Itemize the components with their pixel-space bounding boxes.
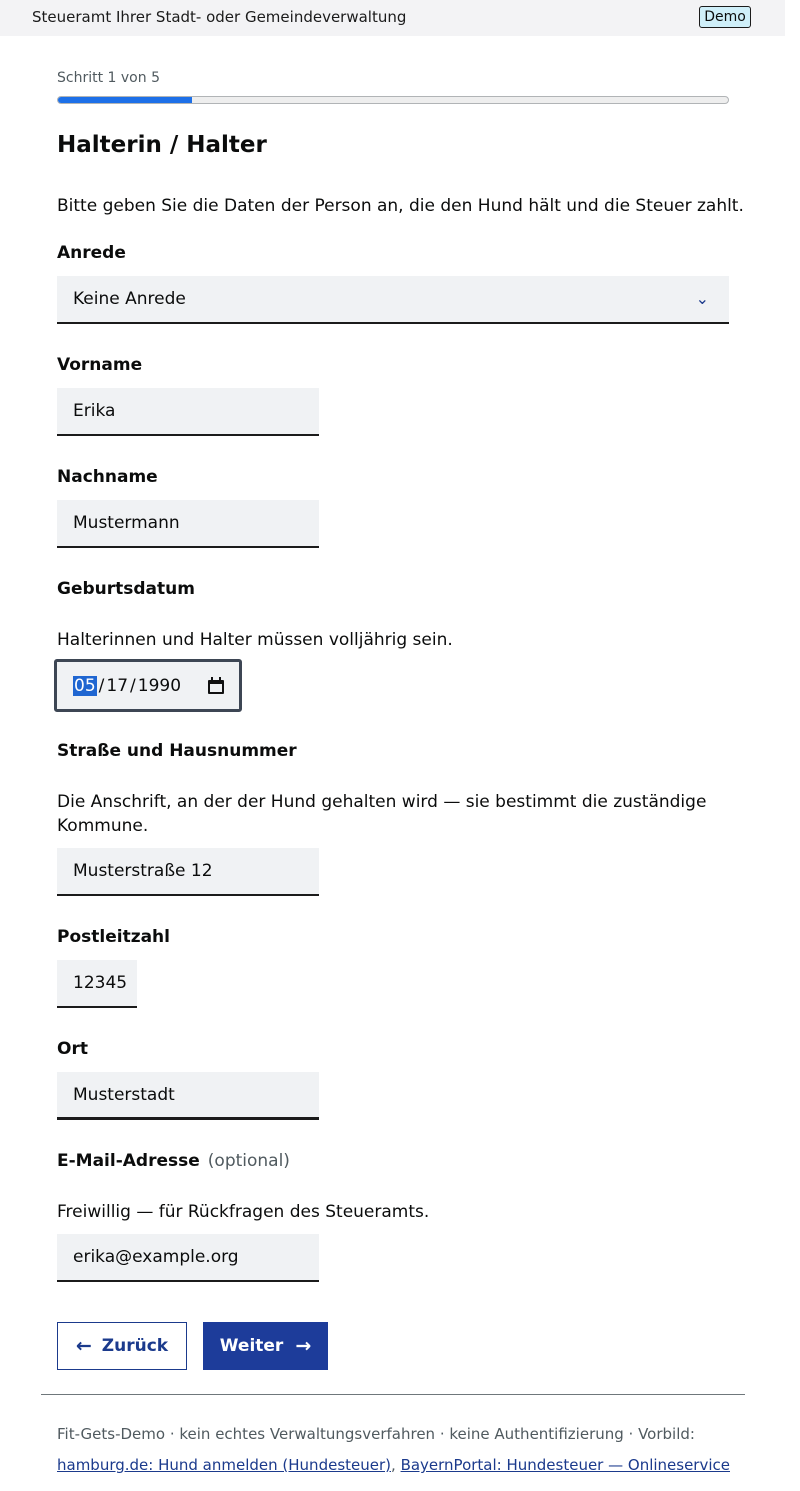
optional-marker: (optional)	[207, 1151, 290, 1171]
ort-field[interactable]: Musterstadt	[57, 1072, 319, 1120]
plz-label: Postleitzahl	[57, 927, 170, 947]
anrede-label: Anrede	[57, 243, 126, 263]
date-month-segment[interactable]: 05	[74, 675, 96, 696]
email-field[interactable]: erika@example.org	[57, 1234, 319, 1282]
page-intro: Bitte geben Sie die Daten der Person an, die den Hund hält und die Steuer zahlt.	[57, 196, 744, 216]
vorname-label: Vorname	[57, 355, 143, 375]
demo-badge: Demo	[699, 6, 751, 28]
email-label	[57, 1151, 290, 1171]
geburtsdatum-hint: Halterinnen und Halter müssen volljährig sein.	[57, 630, 453, 650]
strasse-label: Straße und Hausnummer	[57, 741, 297, 761]
arrow-left-icon: ←	[75, 1335, 92, 1357]
strasse-hint: Die Anschrift, an der der Hund gehalten wird — sie bestimmt die zuständige Kommune.	[57, 792, 707, 836]
nachname-field[interactable]: Mustermann	[57, 500, 319, 548]
progress-bar-fill	[58, 97, 192, 103]
date-separator: /	[98, 675, 105, 696]
back-button[interactable]	[57, 1322, 187, 1370]
footer-link-bayernportal[interactable]: BayernPortal: Hundesteuer — Onlineservice	[400, 1456, 730, 1474]
agency-name: Steueramt Ihrer Stadt- oder Gemeindeverwaltung	[32, 8, 407, 26]
step-indicator: Schritt 1 von 5	[57, 70, 160, 86]
top-bar	[0, 0, 785, 36]
footer-separator: ,	[391, 1456, 396, 1474]
footer	[57, 1419, 757, 1481]
chevron-down-icon: ⌄	[695, 289, 709, 308]
email-hint: Freiwillig — für Rückfragen des Steueramts.	[57, 1202, 430, 1222]
strasse-field[interactable]: Musterstraße 12	[57, 848, 319, 896]
footer-divider	[41, 1394, 745, 1395]
geburtsdatum-field[interactable]	[54, 659, 242, 712]
next-button-label: Weiter	[219, 1336, 284, 1356]
ort-label: Ort	[57, 1039, 88, 1059]
footer-link-hamburg[interactable]: hamburg.de: Hund anmelden (Hundesteuer)	[57, 1456, 391, 1474]
progress-bar	[57, 96, 729, 104]
vorname-field[interactable]: Erika	[57, 388, 319, 436]
next-button[interactable]	[203, 1322, 328, 1370]
back-button-label: Zurück	[101, 1336, 169, 1356]
email-label-text: E-Mail-Adresse	[57, 1151, 200, 1171]
geburtsdatum-label: Geburtsdatum	[57, 579, 195, 599]
plz-field[interactable]: 12345	[57, 960, 137, 1008]
date-separator: /	[130, 675, 136, 696]
calendar-icon[interactable]	[207, 677, 225, 695]
page-title: Halterin / Halter	[57, 132, 267, 158]
footer-text: Fit-Gets-Demo · kein echtes Verwaltungsverfahren · keine Authentifizierung · Vorbild:	[57, 1425, 695, 1443]
anrede-value: Keine Anrede	[73, 289, 186, 309]
arrow-right-icon: →	[295, 1335, 312, 1357]
nachname-label: Nachname	[57, 467, 158, 487]
date-year-segment[interactable]: 1990	[137, 675, 182, 696]
date-day-segment[interactable]: 17	[106, 675, 129, 696]
anrede-select[interactable]	[57, 276, 729, 324]
